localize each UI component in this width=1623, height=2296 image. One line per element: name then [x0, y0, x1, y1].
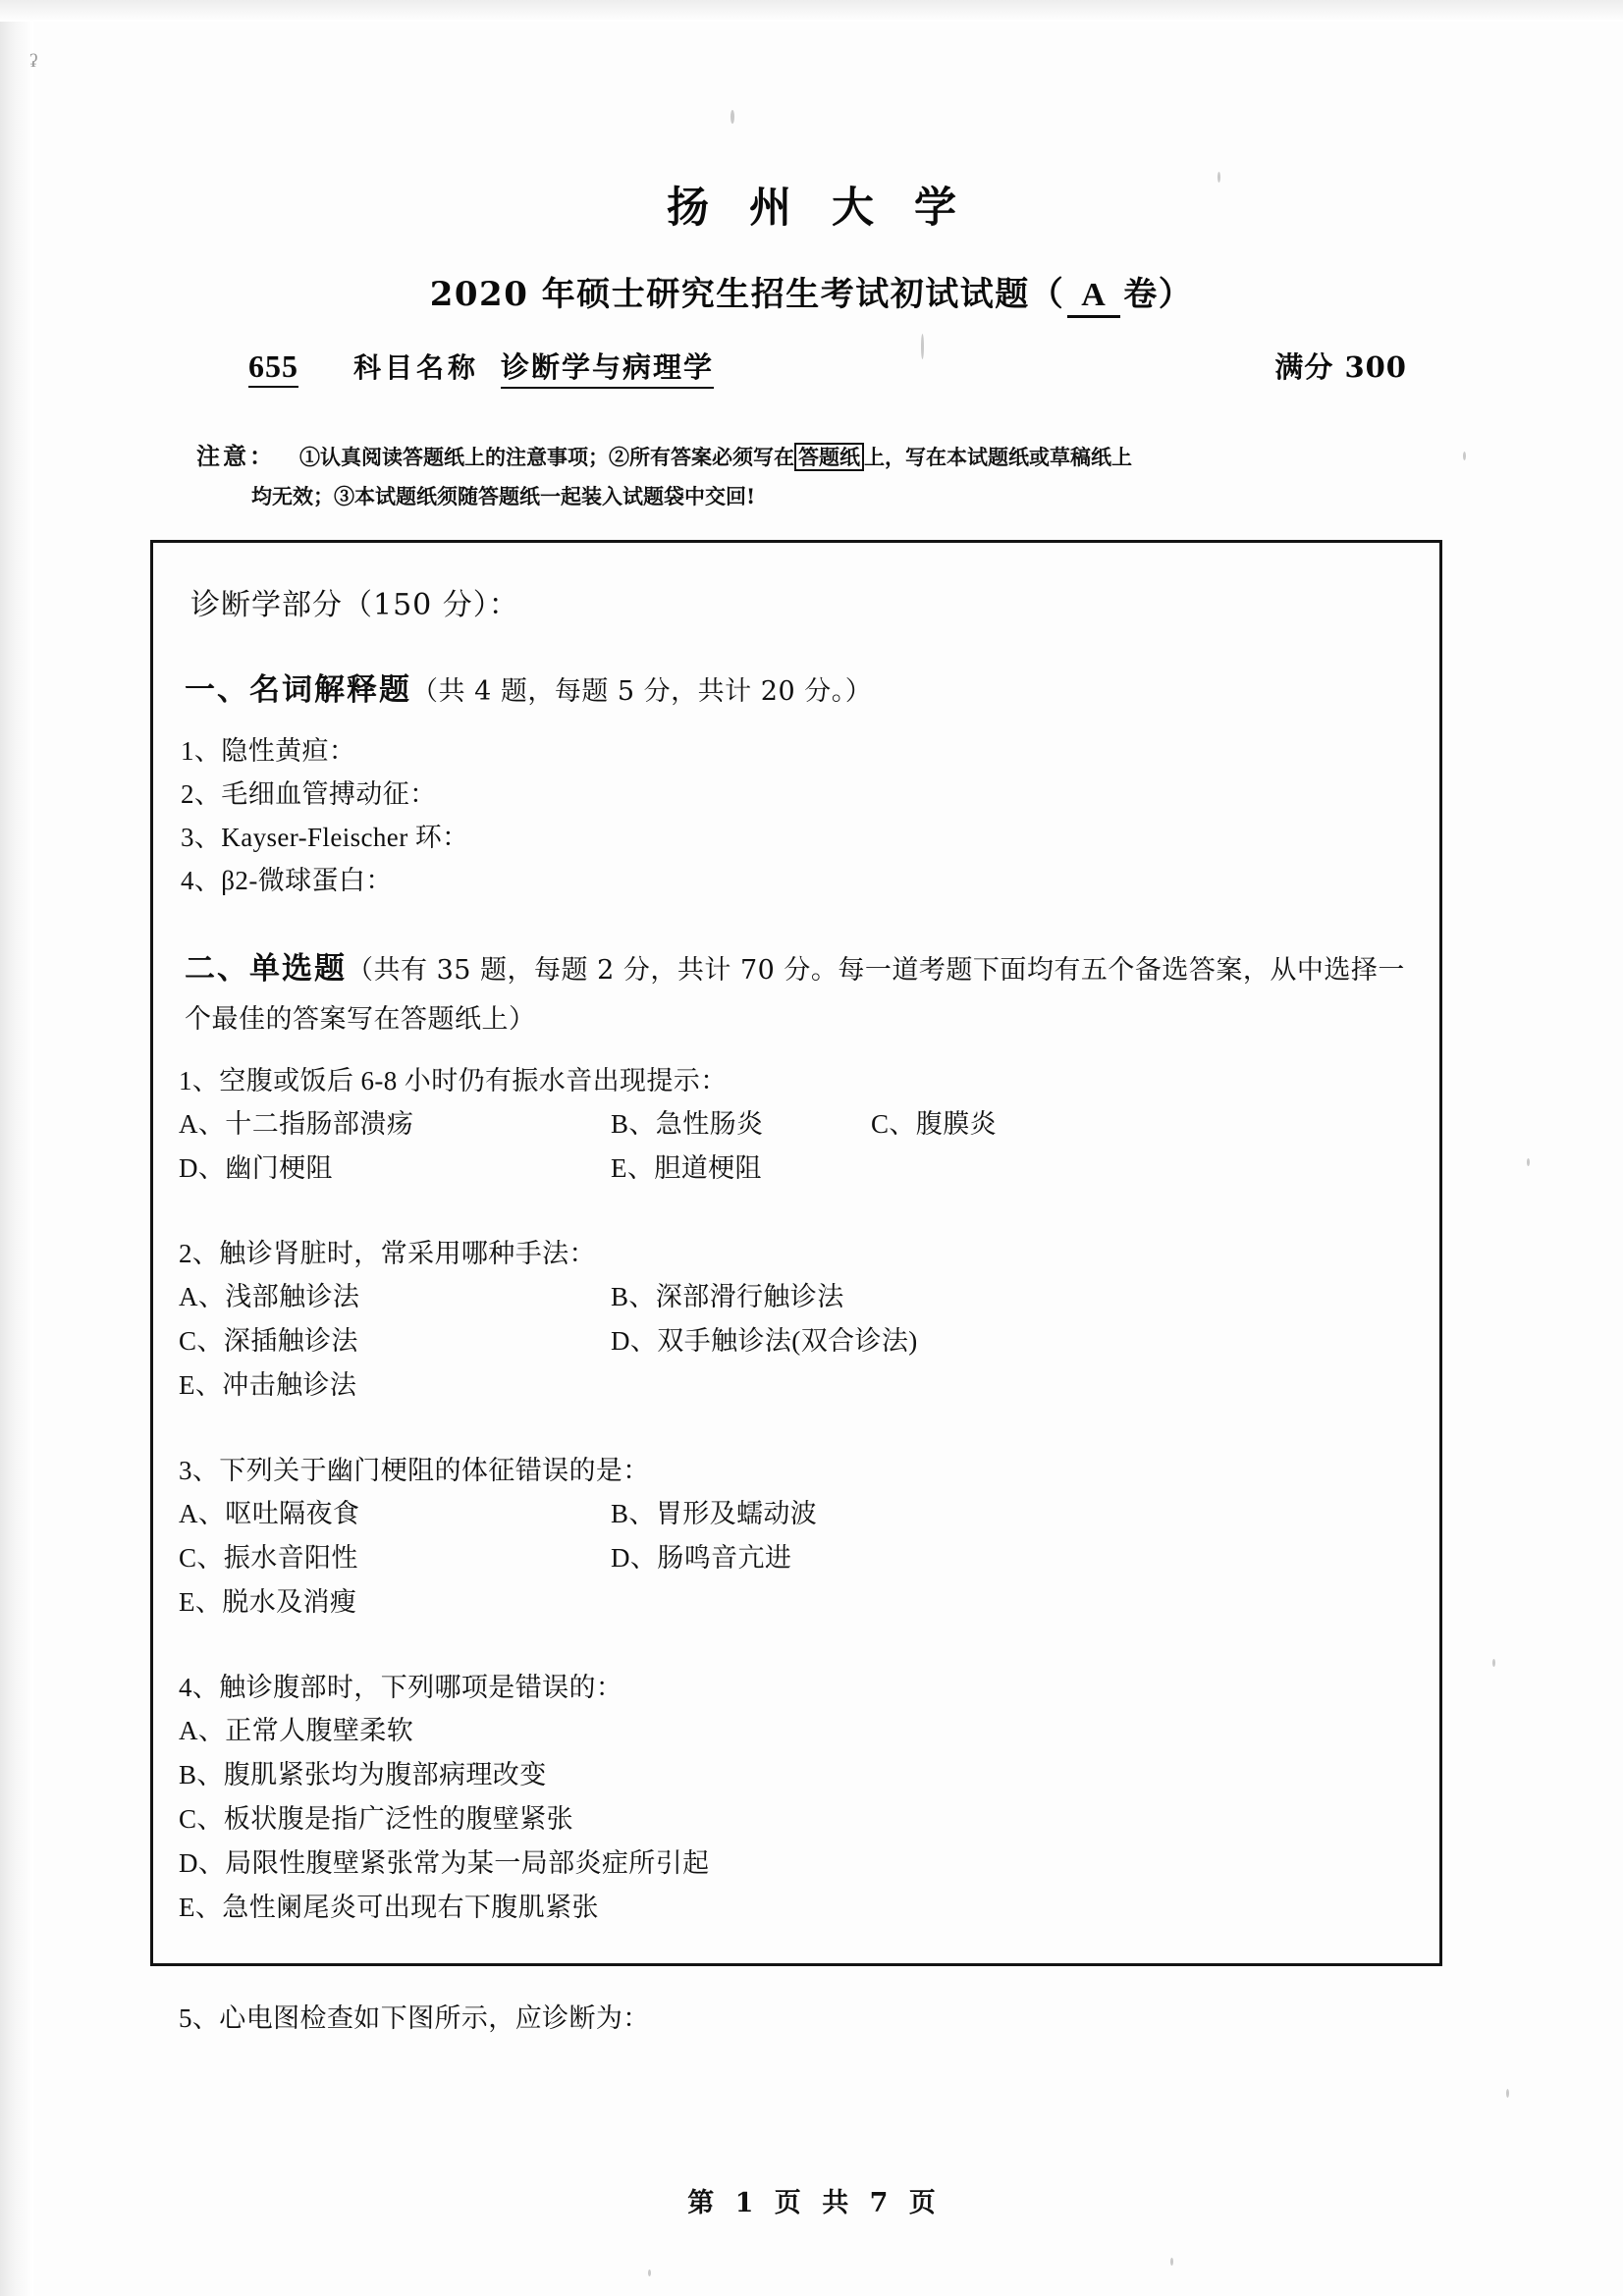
part-title: 诊断学部分（150 分）： [190, 588, 519, 622]
term-item: 4、β2-微球蛋白： [181, 866, 393, 895]
paper-version-code: A [1067, 277, 1120, 318]
section-1-note: （共 4 题，每题 5 分，共计 20 分。） [411, 676, 873, 707]
question-5 [179, 1997, 1414, 2040]
section-1-label: 一、名词解释题 [185, 672, 411, 708]
option-a[interactable]: A、十二指肠部溃疡 [179, 1109, 414, 1139]
question-spacer [179, 1191, 1414, 1216]
question-2 [179, 1232, 1414, 1408]
option-c[interactable]: C、深插触诊法 [179, 1326, 358, 1356]
question-spacer [179, 1930, 1414, 1981]
question-stem: 5、心电图检查如下图所示，应诊断为： [179, 2003, 650, 2033]
section-2-label: 二、单选题 [185, 951, 347, 987]
subject-code: 655 [248, 348, 298, 388]
question-stem: 4、触诊腹部时，下列哪项是错误的： [179, 1673, 623, 1702]
section-heading-1 [185, 667, 1414, 716]
notice-text-a: ①认真阅读答题纸上的注意事项；②所有答案必须写在 [299, 445, 794, 469]
option-row [179, 1797, 1414, 1842]
question-stem: 3、下列关于幽门梗阻的体征错误的是： [179, 1456, 650, 1485]
option-b[interactable]: B、急性肠炎 [611, 1109, 764, 1139]
option-a[interactable]: A、正常人腹壁柔软 [179, 1716, 414, 1745]
option-row [179, 1275, 1414, 1319]
option-e[interactable]: E、胆道梗阻 [611, 1153, 762, 1183]
question-spacer [179, 1408, 1414, 1433]
option-b[interactable]: B、腹肌紧张均为腹部病理改变 [179, 1760, 547, 1789]
term-list [181, 729, 1414, 902]
notice-keyword: 注意： [196, 442, 276, 470]
option-c[interactable]: C、板状腹是指广泛性的腹壁紧张 [179, 1804, 574, 1834]
option-row [179, 1886, 1414, 1930]
exam-title [0, 267, 1623, 318]
question-stem: 1、空腹或饭后 6-8 小时仍有振水音出现提示： [179, 1066, 728, 1095]
option-b[interactable]: B、胃形及蠕动波 [611, 1499, 818, 1528]
option-row [179, 1492, 1414, 1536]
question-stem: 2、触诊肾脏时，常采用哪种手法： [179, 1239, 596, 1268]
option-row [179, 1580, 1414, 1625]
notice-line-1 [196, 432, 1463, 482]
option-b[interactable]: B、深部滑行触诊法 [611, 1282, 844, 1311]
option-row [179, 1842, 1414, 1886]
option-row [179, 1709, 1414, 1753]
option-row [179, 1102, 1414, 1147]
option-a[interactable]: A、呕吐隔夜食 [179, 1499, 360, 1528]
option-e[interactable]: E、冲击触诊法 [179, 1370, 357, 1400]
option-d[interactable]: D、幽门梗阻 [179, 1153, 333, 1183]
option-row [179, 1147, 1414, 1191]
question-4 [179, 1666, 1414, 1930]
notice-text-b: 上，写在本试题纸或草稿纸上 [864, 445, 1132, 469]
section-2-note: （共有 35 题，每题 2 分，共计 70 分。每一道考题下面均有五个备选答案，从中选择一个最佳的答案写在答题纸上） [185, 955, 1405, 1035]
option-d[interactable]: D、双手触诊法(双合诊法) [611, 1326, 918, 1356]
option-row [179, 1536, 1414, 1580]
option-e[interactable]: E、脱水及消瘦 [179, 1587, 357, 1617]
notice-boxed-answer-sheet: 答题纸 [794, 443, 864, 471]
question-content-frame [150, 540, 1442, 2033]
section-heading-2 [185, 945, 1414, 1043]
option-e[interactable]: E、急性阑尾炎可出现右下腹肌紧张 [179, 1893, 599, 1922]
subject-label: 科目名称 [353, 351, 480, 384]
option-a[interactable]: A、浅部触诊法 [179, 1282, 360, 1311]
page-footer: 第 1 页 共 7 页 [687, 2188, 942, 2218]
option-row [179, 1363, 1414, 1408]
subject-row [248, 346, 1407, 389]
term-item: 1、隐性黄疸： [181, 736, 356, 766]
option-d[interactable]: D、肠鸣音亢进 [611, 1543, 792, 1573]
notice-line-2: 均无效；③本试题纸须随答题纸一起装入试题袋中交回! [251, 484, 756, 508]
option-d[interactable]: D、局限性腹壁紧张常为某一局部炎症所引起 [179, 1848, 710, 1878]
question-3 [179, 1449, 1414, 1625]
scan-stray-mark: ʡ [29, 51, 38, 72]
option-row [179, 1319, 1414, 1363]
option-row [179, 1753, 1414, 1797]
option-c[interactable]: C、振水音阳性 [179, 1543, 358, 1573]
exam-title-prefix: 2020 年硕士研究生招生考试初试试题（ [429, 275, 1065, 314]
term-item: 2、毛细血管搏动征： [181, 779, 437, 809]
subject-name: 诊断学与病理学 [501, 346, 714, 389]
option-c[interactable]: C、腹膜炎 [871, 1109, 998, 1139]
full-score: 满分 300 [1274, 350, 1407, 384]
question-1 [179, 1059, 1414, 1191]
term-item: 3、Kayser-Fleischer 环： [181, 823, 469, 852]
question-spacer [179, 1625, 1414, 1650]
exam-title-suffix: 卷） [1123, 275, 1194, 314]
university-name: 扬 州 大 学 [667, 184, 969, 233]
